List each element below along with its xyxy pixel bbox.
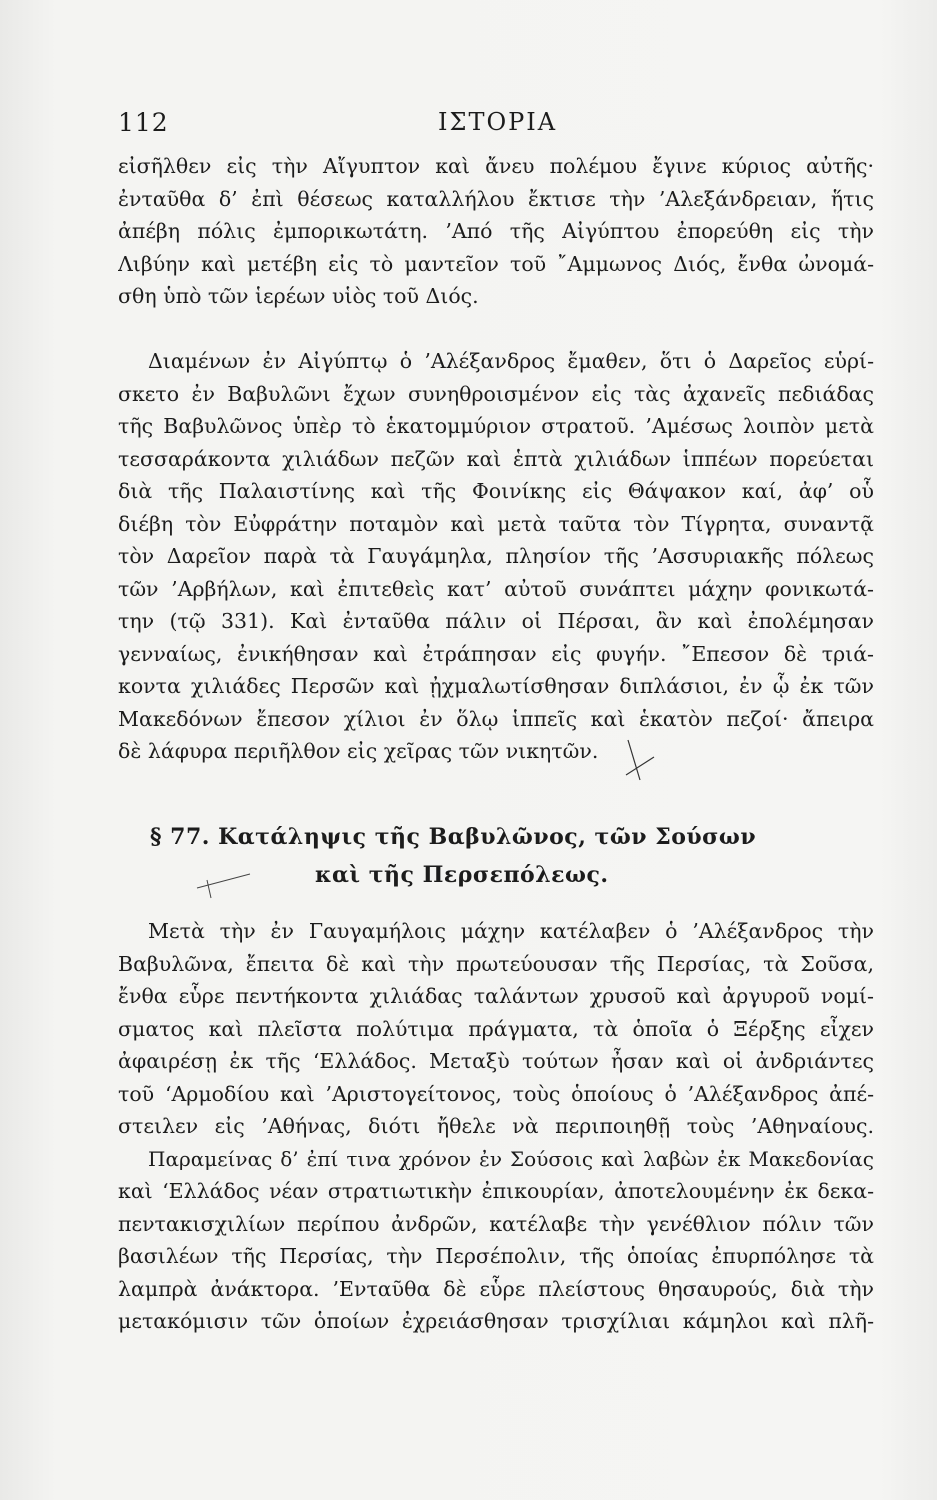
text-line: ἐνταῦθα δ’ ἐπὶ θέσεως καταλλήλου ἔκτισε τὴν ’Αλεξάνδρειαν, ἥτις (118, 186, 874, 211)
text-line: διέβη τὸν Εὐφράτην ποταμὸν καὶ μετὰ ταῦτα τὸν Τίγρητα, συναντᾷ (118, 511, 874, 536)
section-title-line-1: Κατάληψις τῆς Βαβυλῶνος, τῶν Σούσων (218, 824, 757, 850)
page-header (118, 108, 874, 148)
text-line: πεντακισχιλίων περίπου ἀνδρῶν, κατέλαβε τὴν γενέθλιον πόλιν τῶν (118, 1211, 874, 1236)
text-line: διὰ τῆς Παλαιστίνης καὶ τῆς Φοινίκης εἰς Θάψακον καί, ἀφ’ οὗ (118, 479, 874, 503)
text-line: Λιβύην καὶ μετέβη εἰς τὸ μαντεῖον τοῦ ῎Αμμωνος Διός, ἔνθα ὠνομά- (118, 251, 874, 276)
text-line: Μακεδόνων ἔπεσον χίλιοι ἐν ὅλῳ ἱππεῖς καὶ ἑκατὸν πεζοί· ἄπειρα (118, 706, 874, 731)
paragraph-2 (118, 345, 874, 768)
text-line: ἀπέβη πόλις ἐμπορικωτάτη. ’Από τῆς Αἰγύπτου ἐπορεύθη εἰς τὴν (118, 219, 874, 243)
text-line: τῶν ’Αρβήλων, καὶ ἐπιτεθεὶς κατ’ αὐτοῦ συνάπτει μάχην φονικωτά- (118, 576, 874, 601)
running-title: ΙΣΤΟΡΙΑ (438, 108, 558, 136)
pen-mark (195, 870, 255, 900)
text-line: την (τῷ 331). Καὶ ἐνταῦθα πάλιν οἱ Πέρσαι, ἂν καὶ ἐπολέμησαν (118, 609, 874, 633)
text-line: γενναίως, ἐνικήθησαν καὶ ἐτράπησαν εἰς φυγήν. ῎Επεσον δὲ τριά- (118, 641, 874, 666)
paragraph-3 (118, 915, 874, 1338)
section-heading (150, 818, 870, 894)
pen-mark (620, 735, 660, 795)
section-number: § 77. (150, 824, 210, 850)
section-title-line-2: καὶ τῆς Περσεπόλεως. (315, 862, 609, 888)
text-line: λαμπρὰ ἀνάκτορα. ’Ενταῦθα δὲ εὗρε πλείστους θησαυρούς, διὰ τὴν (118, 1276, 874, 1301)
text-line: κοντα χιλιάδες Περσῶν καὶ ᾐχμαλωτίσθησαν διπλάσιοι, ἐν ᾧ ἐκ τῶν (118, 674, 874, 698)
text-line: τῆς Βαβυλῶνος ὑπὲρ τὸ ἑκατομμύριον στρατοῦ. ’Αμέσως λοιπὸν μετὰ (118, 414, 874, 438)
text-line: τὸν Δαρεῖον παρὰ τὰ Γαυγάμηλα, πλησίον τῆς ’Ασσυριακῆς πόλεως (118, 544, 874, 568)
paragraph-1 (118, 150, 874, 313)
text-line: μετακόμισιν τῶν ὁποίων ἐχρειάσθησαν τρισχίλιαι κάμηλοι καὶ πλῆ- (118, 1309, 874, 1333)
text-line: τοῦ ‘Αρμοδίου καὶ ’Αριστογείτονος, τοὺς ὁποίους ὁ ’Αλέξανδρος ἀπέ- (118, 1081, 874, 1106)
text-line: τεσσαράκοντα χιλιάδων πεζῶν καὶ ἑπτὰ χιλιάδων ἱππέων πορεύεται (118, 446, 874, 471)
text-line: εἰσῆλθεν εἰς τὴν Αἴγυπτον καὶ ἄνευ πολέμου ἔγινε κύριος αὐτῆς· (118, 154, 874, 178)
text-line: σθη ὑπὸ τῶν ἱερέων υἱὸς τοῦ Διός. (118, 284, 479, 308)
text-line: δὲ λάφυρα περιῆλθον εἰς χεῖρας τῶν νικητῶν. (118, 739, 599, 763)
text-line: Βαβυλῶνα, ἔπειτα δὲ καὶ τὴν πρωτεύουσαν τῆς Περσίας, τὰ Σοῦσα, (118, 951, 874, 976)
text-line: βασιλέων τῆς Περσίας, τὴν Περσέπολιν, τῆς ὁποίας ἐπυρπόλησε τὰ (118, 1244, 874, 1268)
text-line: Μετὰ τὴν ἐν Γαυγαμήλοις μάχην κατέλαβεν ὁ ’Αλέξανδρος τὴν (148, 919, 874, 943)
text-line: Διαμένων ἐν Αἰγύπτῳ ὁ ’Αλέξανδρος ἔμαθεν, ὅτι ὁ Δαρεῖος εὑρί- (148, 349, 874, 373)
text-line: καὶ ‘Ελλάδος νέαν στρατιωτικὴν ἐπικουρίαν, ἀποτελουμένην ἐκ δεκα- (118, 1179, 874, 1203)
text-line: ἔνθα εὗρε πεντήκοντα χιλιάδας ταλάντων χρυσοῦ καὶ ἀργυροῦ νομί- (118, 984, 874, 1008)
text-line: στειλεν εἰς ’Αθήνας, διότι ἤθελε νὰ περιποιηθῇ τοὺς ’Αθηναίους. (118, 1114, 874, 1138)
text-line: Παραμείνας δ’ ἐπί τινα χρόνον ἐν Σούσοις καὶ λαβὼν ἐκ Μακεδονίας (148, 1146, 874, 1171)
text-line: σματος καὶ πλεῖστα πολύτιμα πράγματα, τὰ ὁποῖα ὁ Ξέρξης εἶχεν (118, 1016, 874, 1041)
text-line: σκετο ἐν Βαβυλῶνι ἔχων συνηθροισμένον εἰς τὰς ἀχανεῖς πεδιάδας (118, 381, 874, 406)
page-number: 112 (118, 108, 169, 137)
text-line: ἀφαιρέσῃ ἐκ τῆς ‘Ελλάδος. Μεταξὺ τούτων ἦσαν καὶ οἱ ἀνδριάντες (118, 1049, 874, 1073)
